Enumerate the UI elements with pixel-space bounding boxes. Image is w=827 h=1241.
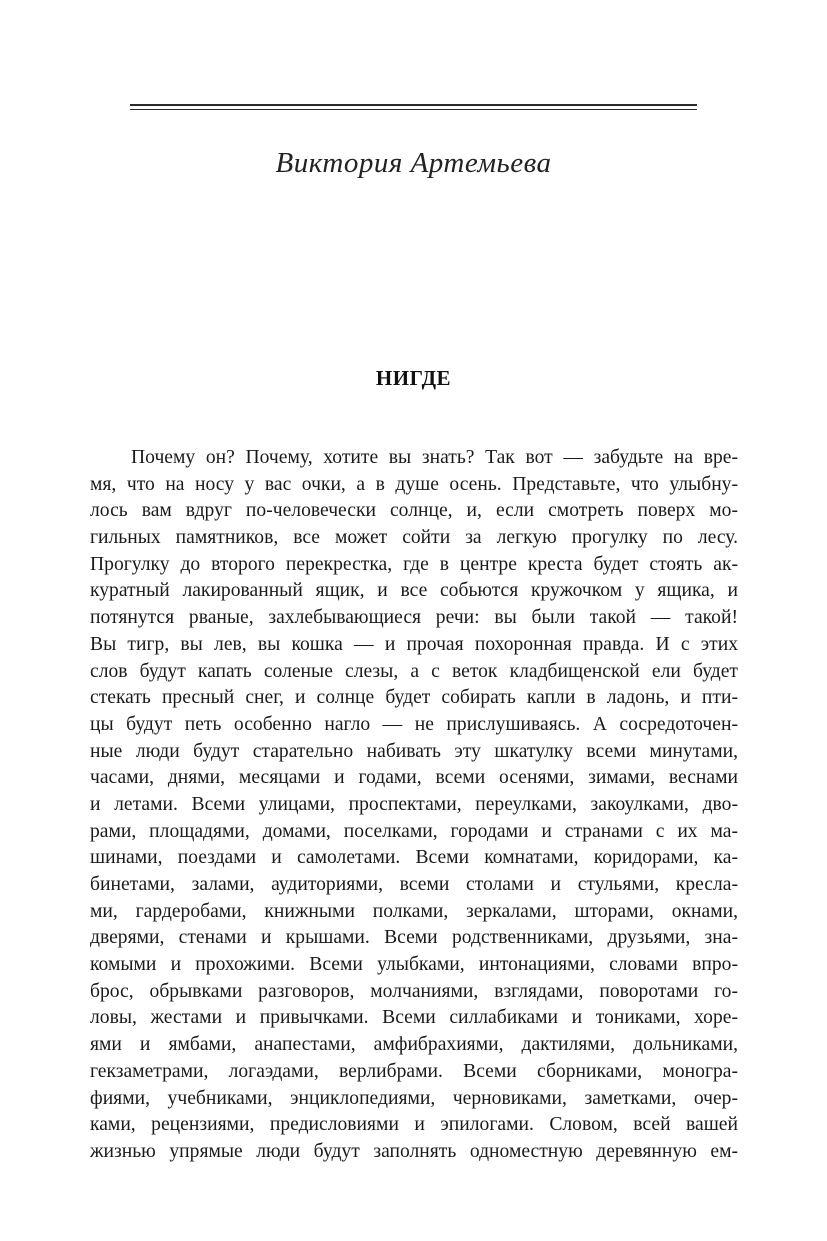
text-line: цы будут петь особенно нагло — не прислушиваясь. А сосредоточен- — [90, 713, 738, 735]
text-line: рами, площадями, домами, поселками, городами и странами с их ма- — [90, 820, 738, 842]
text-line: комыми и прохожими. Всеми улыбками, интонациями, словами впро- — [90, 954, 738, 976]
text-line: и летами. Всеми улицами, проспектами, переулками, закоулками, дво- — [90, 793, 738, 815]
text-line: фиями, учебниками, энциклопедиями, черновиками, заметками, очер- — [90, 1087, 738, 1109]
text-line: гекзаметрами, логаэдами, верлибрами. Всеми сборниками, моногра- — [90, 1060, 738, 1082]
text-line: часами, днями, месяцами и годами, всеми осенями, зимами, веснами — [90, 767, 738, 789]
text-line: ями и ямбами, анапестами, амфибрахиями, дактилями, дольниками, — [90, 1034, 738, 1056]
text-line: ми, гардеробами, книжными полками, зеркалами, шторами, окнами, — [90, 900, 738, 922]
text-line: лось вам вдруг по-человечески солнце, и, если смотреть поверх мо- — [90, 500, 738, 522]
header-rule-thin — [130, 109, 697, 110]
text-line: куратный лакированный ящик, и все собьются кружочком у ящика, и — [90, 580, 738, 602]
text-line: Почему он? Почему, хотите вы знать? Так вот — забудьте на вре- — [131, 447, 738, 468]
chapter-title: НИГДЕ — [375, 366, 452, 390]
header-rule-thick — [130, 104, 697, 106]
text-line: брос, обрывками разговоров, молчаниями, взглядами, поворотами го- — [90, 980, 738, 1002]
text-line: дверями, стенами и крышами. Всеми родственниками, друзьями, зна- — [90, 927, 738, 949]
text-line: Вы тигр, вы лев, вы кошка — и прочая похоронная правда. И с этих — [90, 633, 738, 655]
text-line: потянутся рваные, захлебывающиеся речи: вы были такой — такой! — [90, 607, 738, 629]
text-line: бинетами, залами, аудиториями, всеми столами и стульями, кресла- — [90, 874, 738, 895]
text-line: гильных памятников, все может сойти за легкую прогулку по лесу. — [90, 527, 738, 549]
text-line: слов будут капать соленые слезы, а с веток кладбищенской ели будет — [90, 660, 738, 682]
text-line: ные люди будут старательно набивать эту шкатулку всеми минутами, — [90, 740, 738, 762]
text-line: Прогулку до второго перекрестка, где в центре креста будет стоять ак- — [90, 553, 738, 575]
text-line: шинами, поездами и самолетами. Всеми комнатами, коридорами, ка- — [90, 847, 738, 869]
text-line: ками, рецензиями, предисловиями и эпилогами. Словом, всей вашей — [90, 1114, 738, 1136]
text-line: стекать пресный снег, и солнце будет собирать капли в ладонь, и пти- — [90, 687, 738, 709]
text-line: мя, что на носу у вас очки, а в душе осень. Представьте, что улыбну- — [90, 473, 738, 495]
text-line: ловы, жестами и привычками. Всеми силлабиками и тониками, хоре- — [90, 1007, 738, 1029]
author-name: Виктория Артемьева — [275, 147, 552, 179]
text-line: жизнью упрямые люди будут заполнять одноместную деревянную ем- — [90, 1140, 738, 1162]
body-text — [90, 445, 738, 1166]
